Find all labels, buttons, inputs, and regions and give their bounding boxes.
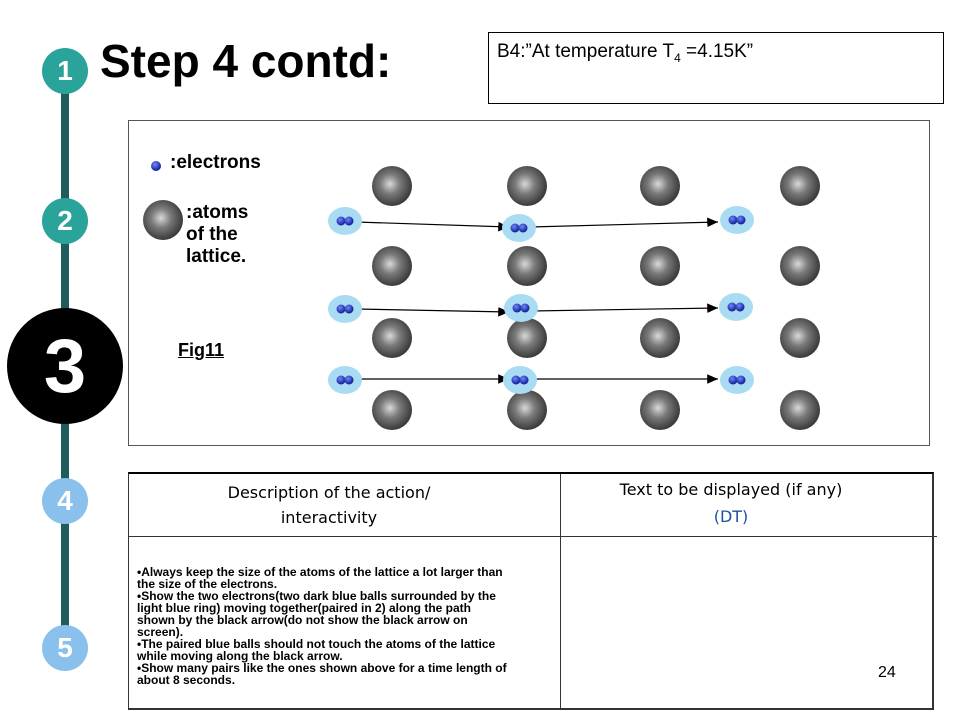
dt-suffix: =4.15K” xyxy=(680,41,754,62)
step-4-badge[interactable]: 4 xyxy=(42,478,88,524)
electron xyxy=(737,376,746,385)
display-text-header-dt: (DT) xyxy=(713,507,749,526)
electron xyxy=(729,376,738,385)
legend-electrons-label: :electrons xyxy=(170,152,261,173)
dt-subscript: 4 xyxy=(674,50,681,65)
electron xyxy=(337,305,346,314)
display-text-header-line: Text to be displayed (if any) xyxy=(619,480,843,499)
description-header-line: interactivity xyxy=(280,508,378,527)
description-header xyxy=(129,480,529,530)
lattice-atom xyxy=(640,246,680,286)
lattice-atom xyxy=(372,390,412,430)
storyboard-table xyxy=(128,472,934,710)
lattice-atom xyxy=(507,246,547,286)
bullet-item: •Show the two electrons(two dark blue balls surrounded by the light blue ring) moving together(paired in 2) along the path shown by the black arrow(do not show the black arrow on screen). xyxy=(137,589,496,639)
page-number: 24 xyxy=(878,664,896,681)
electron-pair xyxy=(328,366,362,394)
lattice-atom xyxy=(640,318,680,358)
path-arrow xyxy=(530,222,718,227)
lattice-atom xyxy=(780,318,820,358)
atom-legend-icon xyxy=(143,200,183,240)
lattice-atom xyxy=(372,318,412,358)
bullet-item: •Always keep the size of the atoms of the lattice a lot larger than the size of the electrons. xyxy=(137,565,503,591)
electron xyxy=(737,216,746,225)
electron-pair xyxy=(328,295,362,323)
path-arrow xyxy=(356,309,509,312)
electron-pair xyxy=(720,206,754,234)
bullet-item: •Show many pairs like the ones shown above for a time length of about 8 seconds. xyxy=(137,661,507,687)
path-arrow xyxy=(356,222,509,227)
legend-atoms-line: :atoms xyxy=(186,202,249,223)
lattice-atom xyxy=(780,246,820,286)
lattice-atom xyxy=(507,166,547,206)
page-title: Step 4 contd: xyxy=(100,35,392,87)
legend-atoms-line: lattice. xyxy=(186,246,247,267)
bullet-item: •The paired blue balls should not touch the atoms of the lattice while moving along the black arrow. xyxy=(137,637,496,663)
legend-atoms-label xyxy=(186,202,248,268)
lattice-atom xyxy=(372,246,412,286)
electron xyxy=(729,216,738,225)
electron xyxy=(728,303,737,312)
electron xyxy=(337,376,346,385)
electron xyxy=(345,217,354,226)
step-1-badge[interactable]: 1 xyxy=(42,48,88,94)
electron xyxy=(337,217,346,226)
electron xyxy=(345,376,354,385)
lattice-atom xyxy=(640,390,680,430)
lattice-atom xyxy=(640,166,680,206)
electron xyxy=(736,303,745,312)
electron xyxy=(511,224,520,233)
row-divider xyxy=(129,536,937,537)
electron xyxy=(513,304,522,313)
dt-prefix: B4:”At temperature T xyxy=(497,41,675,62)
step-3-badge[interactable]: 3 xyxy=(7,308,123,424)
electron-pair xyxy=(328,207,362,235)
legend-atoms-line: of the xyxy=(186,224,238,245)
description-header-line: Description of the action/ xyxy=(227,483,431,502)
path-arrow xyxy=(531,308,718,311)
electron-pair xyxy=(719,293,753,321)
description-bullets xyxy=(137,566,509,686)
lattice-atom xyxy=(372,166,412,206)
lattice-atom xyxy=(780,166,820,206)
lattice-atom xyxy=(507,318,547,358)
electron-pair xyxy=(503,366,537,394)
electron-pair xyxy=(504,294,538,322)
lattice-atom xyxy=(780,390,820,430)
electron xyxy=(519,224,528,233)
display-text-header xyxy=(561,476,901,530)
figure-caption: Fig11 xyxy=(178,340,225,360)
electron-pair xyxy=(502,214,536,242)
step-2-badge[interactable]: 2 xyxy=(42,198,88,244)
electron xyxy=(512,376,521,385)
step-5-badge[interactable]: 5 xyxy=(42,625,88,671)
electron-legend-icon xyxy=(151,161,161,171)
lattice-atom xyxy=(507,390,547,430)
electron xyxy=(521,304,530,313)
electron xyxy=(345,305,354,314)
electron-pair xyxy=(720,366,754,394)
lattice-atoms xyxy=(372,166,820,430)
electron xyxy=(520,376,529,385)
electron-pairs xyxy=(328,206,754,394)
